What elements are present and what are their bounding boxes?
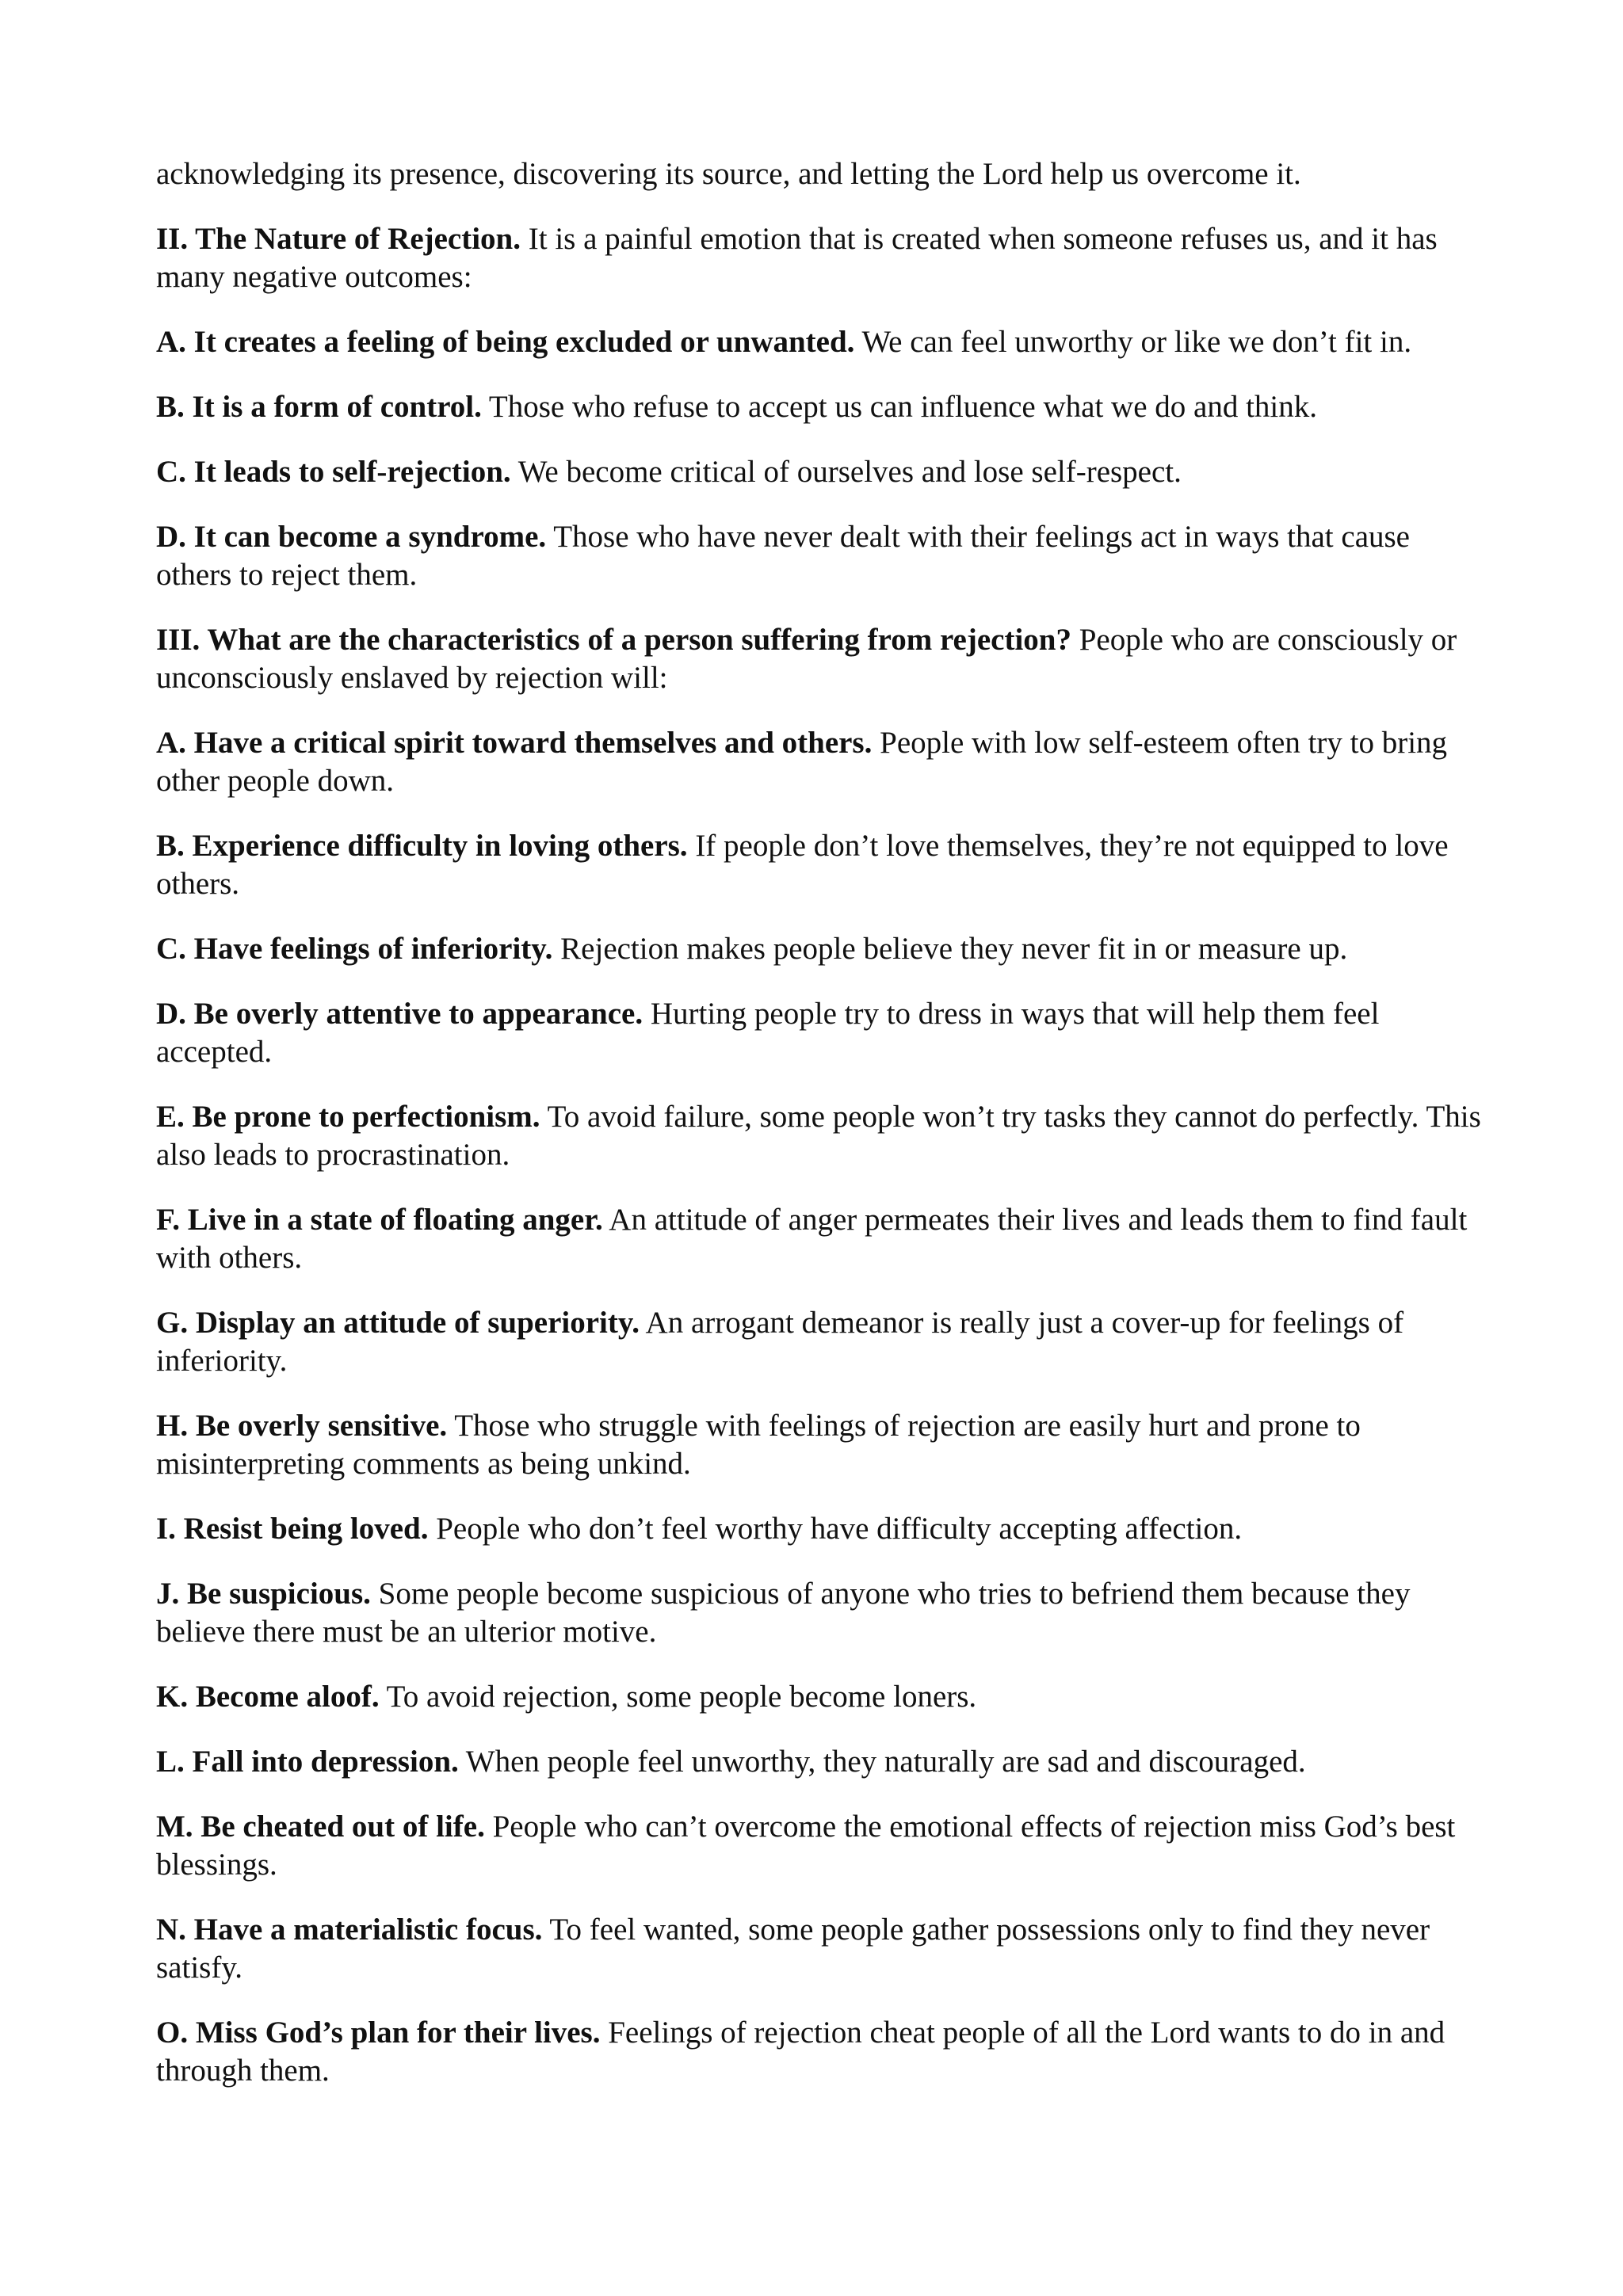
list-item <box>156 995 1487 1071</box>
list-item <box>156 1201 1487 1277</box>
document-page <box>156 155 1487 2117</box>
paragraph-heading: I. Resist being loved. <box>156 1512 429 1546</box>
list-item <box>156 453 1487 491</box>
paragraph-heading: O. Miss God’s plan for their lives. <box>156 2016 601 2050</box>
list-item <box>156 388 1487 426</box>
paragraph-text: To avoid failure, some people won’t try tasks they cannot do perfectly. This also leads to procrastination. <box>156 1100 1481 1172</box>
paragraph-text: It is a painful emotion that is created when someone refuses us, and it has many negative outcomes: <box>156 222 1438 294</box>
paragraph-text: acknowledging its presence, discovering its source, and letting the Lord help us overcome it. <box>156 157 1301 191</box>
paragraph-text: We can feel unworthy or like we don’t fit in. <box>854 325 1412 359</box>
list-item <box>156 1808 1487 1884</box>
list-item <box>156 1575 1487 1651</box>
paragraph-text: Those who refuse to accept us can influence what we do and think. <box>481 390 1317 424</box>
paragraph-text: If people don’t love themselves, they’re not equipped to love others. <box>156 829 1449 901</box>
paragraph-heading: B. Experience difficulty in loving others. <box>156 829 688 863</box>
list-item <box>156 1911 1487 1987</box>
paragraph-text: People with low self-esteem often try to bring other people down. <box>156 726 1448 798</box>
list-item <box>156 1678 1487 1716</box>
paragraph-heading: G. Display an attitude of superiority. <box>156 1306 640 1340</box>
paragraph-heading: D. It can become a syndrome. <box>156 520 547 554</box>
paragraph-heading: C. It leads to self-rejection. <box>156 455 511 489</box>
paragraph-text: Hurting people try to dress in ways that will help them feel accepted. <box>156 997 1380 1069</box>
paragraph-heading: A. Have a critical spirit toward themselves and others. <box>156 726 873 760</box>
paragraph-text: People who are consciously or unconsciously enslaved by rejection will: <box>156 623 1457 695</box>
paragraph-text: People who don’t feel worthy have difficulty accepting affection. <box>428 1512 1243 1546</box>
list-item <box>156 724 1487 800</box>
paragraph-heading: N. Have a materialistic focus. <box>156 1913 543 1947</box>
list-item <box>156 323 1487 361</box>
section-nature-of-rejection <box>156 220 1487 296</box>
paragraph-heading: H. Be overly sensitive. <box>156 1409 448 1443</box>
paragraph-text: An arrogant demeanor is really just a cover-up for feelings of inferiority. <box>156 1306 1404 1378</box>
paragraph-text: To avoid rejection, some people become loners. <box>379 1680 977 1714</box>
paragraph-heading: D. Be overly attentive to appearance. <box>156 997 643 1031</box>
paragraph-text: We become critical of ourselves and lose self-respect. <box>510 455 1182 489</box>
paragraph-text: People who can’t overcome the emotional effects of rejection miss God’s best blessings. <box>156 1810 1456 1882</box>
paragraph-text: When people feel unworthy, they naturally are sad and discouraged. <box>458 1745 1306 1779</box>
list-item <box>156 1098 1487 1174</box>
paragraph-text: Those who struggle with feelings of rejection are easily hurt and prone to misinterpreting comments as being unkind. <box>156 1409 1361 1481</box>
paragraph-text: To feel wanted, some people gather possessions only to find they never satisfy. <box>156 1913 1430 1985</box>
paragraph-heading: B. It is a form of control. <box>156 390 482 424</box>
paragraph-heading: E. Be prone to perfectionism. <box>156 1100 540 1134</box>
paragraph-heading: M. Be cheated out of life. <box>156 1810 485 1844</box>
list-item <box>156 930 1487 968</box>
list-item <box>156 1407 1487 1483</box>
paragraph-text: Those who have never dealt with their feelings act in ways that cause others to reject them. <box>156 520 1410 592</box>
intro-paragraph <box>156 155 1487 193</box>
list-item <box>156 2014 1487 2090</box>
paragraph-text: Some people become suspicious of anyone who tries to befriend them because they believe there must be an ulterior motive. <box>156 1577 1411 1649</box>
paragraph-heading: III. What are the characteristics of a person suffering from rejection? <box>156 623 1071 657</box>
list-item <box>156 1743 1487 1781</box>
list-item <box>156 827 1487 903</box>
section-characteristics <box>156 621 1487 697</box>
list-item <box>156 1304 1487 1380</box>
paragraph-heading: A. It creates a feeling of being excluded or unwanted. <box>156 325 855 359</box>
paragraph-heading: F. Live in a state of floating anger. <box>156 1203 603 1237</box>
paragraph-text: Feelings of rejection cheat people of all the Lord wants to do in and through them. <box>156 2016 1445 2088</box>
list-item <box>156 1510 1487 1548</box>
paragraph-heading: II. The Nature of Rejection. <box>156 222 521 256</box>
paragraph-heading: L. Fall into depression. <box>156 1745 459 1779</box>
paragraph-heading: K. Become aloof. <box>156 1680 380 1714</box>
paragraph-heading: J. Be suspicious. <box>156 1577 371 1611</box>
paragraph-heading: C. Have feelings of inferiority. <box>156 932 553 966</box>
paragraph-text: Rejection makes people believe they never fit in or measure up. <box>552 932 1348 966</box>
list-item <box>156 518 1487 594</box>
paragraph-text: An attitude of anger permeates their lives and leads them to find fault with others. <box>156 1203 1468 1275</box>
